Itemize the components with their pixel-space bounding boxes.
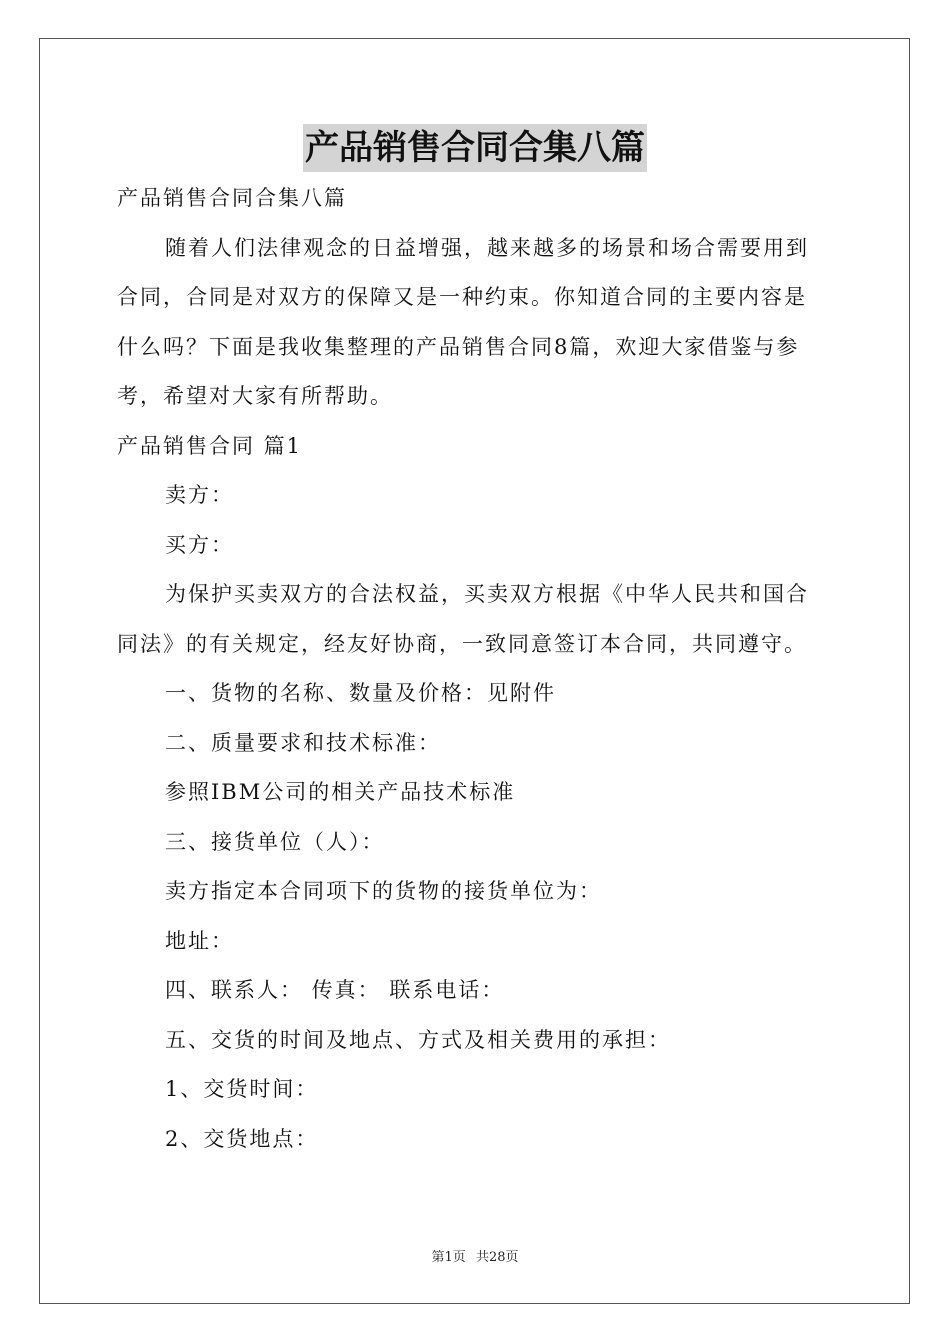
body-line: 五、交货的时间及地点、方式及相关费用的承担： [165,1027,671,1052]
body-line: 买方： [165,532,234,557]
title-container [0,124,950,172]
body-line: 为保护买卖双方的合法权益，买卖双方根据《中华人民共和国合 [165,582,809,606]
body-line: 随着人们法律观念的日益增强，越来越多的场景和场合需要用到 [165,235,809,260]
body-line: 2、交货地点： [165,1126,319,1151]
section-heading: 产品销售合同 篇1 [117,433,303,458]
body-line: 四、联系人： 传真： 联系电话： [165,978,505,1002]
document-title: 产品销售合同合集八篇 [303,124,647,172]
body-line: 什么吗？下面是我收集整理的产品销售合同8篇，欢迎大家借鉴与参 [117,334,800,359]
page-number: 第1页 [431,1250,466,1265]
body-line: 考，希望对大家有所帮助。 [117,384,393,408]
body-line: 卖方： [165,483,234,507]
body-line: 二、质量要求和技术标准： [165,730,441,755]
body-line: 1、交货时间： [165,1077,319,1101]
body-line: 三、接货单位（人）： [165,829,385,854]
page-total: 共28页 [475,1250,519,1265]
body-line: 地址： [165,928,234,953]
body-line: 同法》的有关规定，经友好协商，一致同意签订本合同，共同遵守。 [117,631,807,656]
body-line: 产品销售合同合集八篇 [117,186,347,210]
page-footer [0,1246,950,1265]
body-line: 合同，合同是对双方的保障又是一种约束。你知道合同的主要内容是 [117,285,807,309]
body-line: 参照IBM公司的相关产品技术标准 [165,780,516,804]
document-body [117,174,837,1164]
body-line: 卖方指定本合同项下的货物的接货单位为： [165,879,602,903]
body-line: 一、货物的名称、数量及价格：见附件 [165,681,556,705]
